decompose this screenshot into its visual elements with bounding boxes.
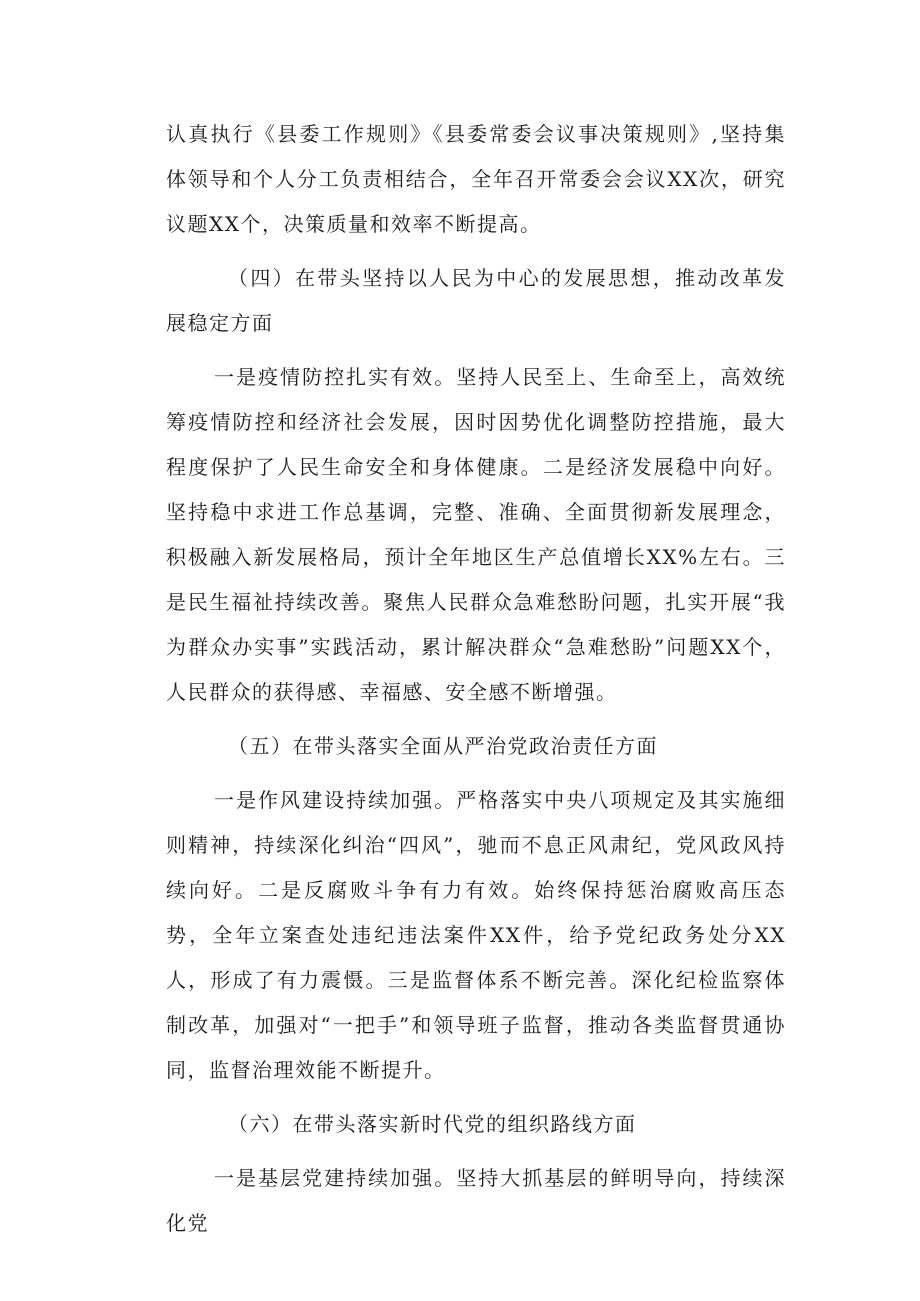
paragraph-continuation: 认真执行《县委工作规则》《县委常委会议事决策规则》,坚持集体领导和个人分工负责相结合，全年召开常委会会议XX次，研究议题XX个，决策质量和效率不断提高。	[166, 122, 786, 236]
section-heading-5: （五）在带头落实全面从严治党政治责任方面	[228, 734, 658, 758]
section-heading-4: （四）在带头坚持以人民为中心的发展思想，推动改革发展稳定方面	[166, 266, 786, 335]
paragraph-section-4: 一是疫情防控扎实有效。坚持人民至上、生命至上，高效统筹疫情防控和经济社会发展，因时因势优化调整防控措施，最大程度保护了人民生命安全和身体健康。二是经济发展稳中向好。坚持稳中求进工作总基调，完整、准确、全面贯彻新发展理念，积极融入新发展格局，预计全年地区生产总值增长XX%左右。三是民生福祉持续改善。聚焦人民群众急难愁盼问题，扎实开展“我为群众办实事”实践活动，累计解决群众“急难愁盼”问题XX个，人民群众的获得感、幸福感、安全感不断增强。	[166, 365, 786, 704]
document-body	[166, 112, 786, 1246]
paragraph-section-5: 一是作风建设持续加强。严格落实中央八项规定及其实施细则精神，持续深化纠治“四风”，驰而不息正风肃纪，党风政风持续向好。二是反腐败斗争有力有效。始终保持惩治腐败高压态势，全年立案查处违纪违法案件XX件，给予党纪政务处分XX人，形成了有力震慑。三是监督体系不断完善。深化纪检监察体制改革，加强对“一把手”和领导班子监督，推动各类监督贯通协同，监督治理效能不断提升。	[166, 788, 786, 1082]
section-heading-6: （六）在带头落实新时代党的组织路线方面	[228, 1112, 637, 1136]
paragraph-section-6: 一是基层党建持续加强。坚持大抓基层的鲜明导向，持续深化党	[166, 1166, 786, 1235]
